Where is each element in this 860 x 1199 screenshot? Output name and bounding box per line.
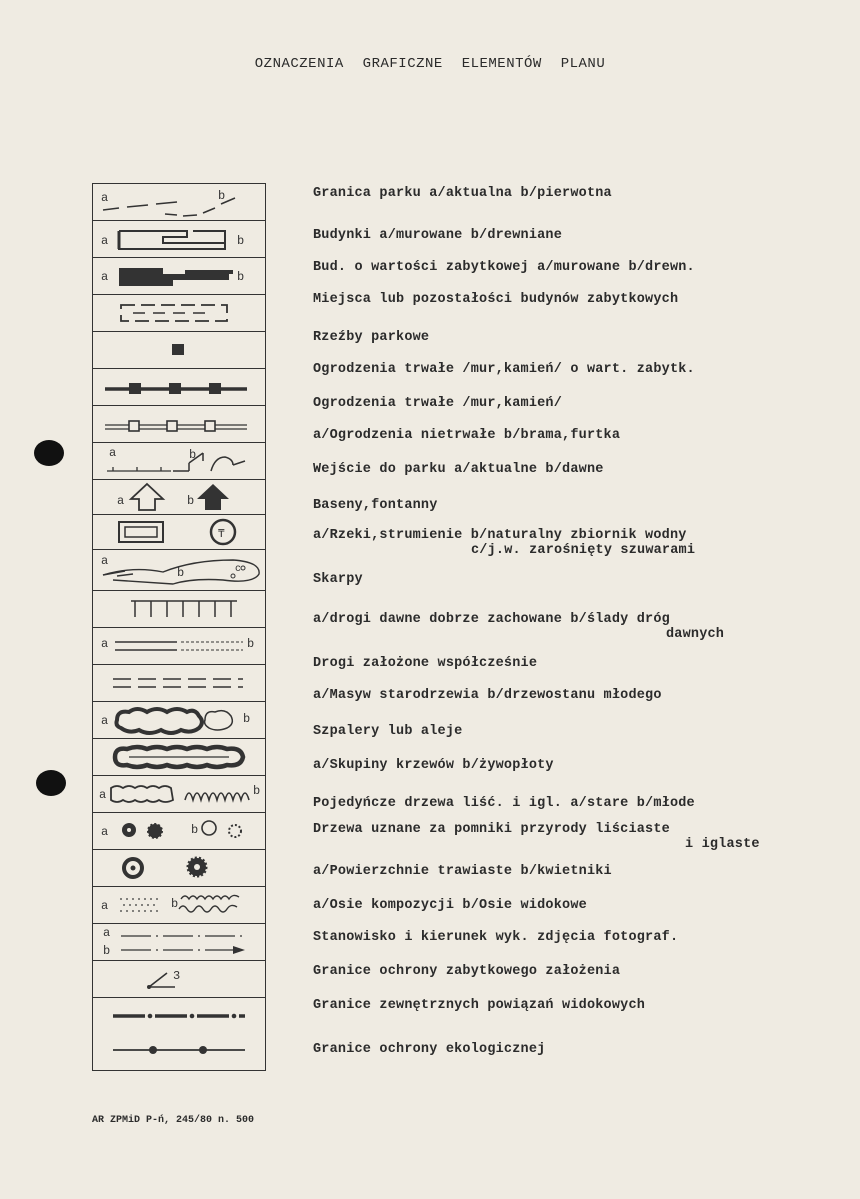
- monument-tree-icon: [93, 850, 265, 887]
- svg-text:b: b: [243, 712, 251, 726]
- legend-text-11: [313, 528, 695, 558]
- building-outline-icon: [93, 221, 265, 258]
- svg-text:a: a: [101, 191, 109, 205]
- svg-text:b: b: [187, 494, 195, 508]
- square-icon: [93, 332, 265, 369]
- svg-text:3: 3: [173, 969, 181, 983]
- svg-text:a: a: [99, 788, 107, 802]
- svg-text:b: b: [237, 234, 245, 248]
- legend-text-19-line2: i iglaste: [685, 837, 760, 852]
- fence-open-icon: [93, 406, 265, 443]
- legend-text-7: Ogrodzenia trwałe /mur,kamień/: [313, 396, 563, 411]
- legend-text-16: Szpalery lub aleje: [313, 724, 463, 739]
- building-thick-icon: [93, 258, 265, 295]
- svg-text:b: b: [247, 637, 255, 651]
- svg-text:a: a: [101, 637, 109, 651]
- single-tree-icon: [93, 813, 265, 850]
- legend-text-19: [313, 822, 760, 852]
- legend-text-15: a/Masyw starodrzewia b/drzewostanu młodego: [313, 688, 662, 703]
- legend-text-6: Ogrodzenia trwałe /mur,kamień/ o wart. zabytk.: [313, 362, 695, 377]
- svg-text:a: a: [103, 926, 111, 940]
- legend-text-11-line1: a/Rzeki,strumienie b/naturalny zbiornik wodny: [313, 528, 687, 543]
- legend-text-13-line1: a/drogi dawne dobrze zachowane b/ślady dróg: [313, 612, 670, 627]
- punch-hole-bottom: [36, 770, 66, 796]
- legend-text-3: Bud. o wartości zabytkowej a/murowane b/drewn.: [313, 260, 695, 275]
- svg-text:a: a: [117, 494, 125, 508]
- eco-boundary-icon: [92, 1030, 266, 1071]
- legend-text-20: a/Powierzchnie trawiaste b/kwietniki: [313, 864, 612, 879]
- new-road-icon: [93, 665, 265, 702]
- svg-text:b: b: [177, 566, 185, 580]
- punch-hole-top: [34, 440, 64, 466]
- svg-text:b: b: [189, 448, 197, 462]
- legend-text-25: Granice ochrony ekologicznej: [313, 1042, 546, 1057]
- svg-text:a: a: [109, 446, 117, 460]
- svg-text:c: c: [235, 564, 242, 575]
- legend-text-19-line1: Drzewa uznane za pomniki przyrody liściaste: [313, 822, 670, 837]
- legend-text-14: Drogi założone współcześnie: [313, 656, 538, 671]
- svg-text:a: a: [101, 270, 109, 284]
- fountain-icon: [93, 515, 265, 550]
- page-title: OZNACZENIA GRAFICZNE ELEMENTÓW PLANU: [254, 56, 606, 72]
- legend-text-4: Miejsca lub pozostałości budynów zabytkowych: [313, 292, 679, 307]
- legend-text-11-line2: c/j.w. zarośnięty szuwarami: [471, 543, 696, 558]
- footer-reference: AR ZPMiD P-ń, 245/80 n. 500: [92, 1115, 255, 1126]
- shrub-icon: [93, 776, 265, 813]
- legend-symbol-column: [92, 183, 266, 1071]
- entrance-arrow-icon: [93, 480, 265, 515]
- river-icon: [93, 550, 265, 591]
- legend-text-24: Granice zewnętrznych powiązań widokowych: [313, 998, 646, 1013]
- grass-icon: [93, 887, 265, 924]
- legend-text-23: Granice ochrony zabytkowego założenia: [313, 964, 621, 979]
- svg-text:b: b: [218, 189, 226, 203]
- svg-text:b: b: [253, 784, 261, 798]
- fence-solid-icon: [93, 369, 265, 406]
- svg-text:a: a: [101, 234, 109, 248]
- svg-text:₸: ₸: [218, 529, 225, 541]
- svg-text:b: b: [171, 897, 179, 911]
- svg-text:a: a: [101, 825, 109, 839]
- old-road-icon: [93, 628, 265, 665]
- legend-text-9: Wejście do parku a/aktualne b/dawne: [313, 462, 604, 477]
- svg-text:a: a: [101, 554, 109, 568]
- legend-text-8: a/Ogrodzenia nietrwałe b/brama,furtka: [313, 428, 621, 443]
- tree-mass-icon: [93, 702, 265, 739]
- legend-text-5: Rzeźby parkowe: [313, 330, 430, 345]
- legend-text-2: Budynki a/murowane b/drewniane: [313, 228, 563, 243]
- photo-point-icon: [93, 961, 265, 998]
- legend-text-13-line2: dawnych: [666, 627, 725, 642]
- legend-text-21: a/Osie kompozycji b/Osie widokowe: [313, 898, 587, 913]
- boundary-lines-icon: [93, 184, 265, 221]
- legend-text-18: Pojedyńcze drzewa liść. i igl. a/stare b/młode: [313, 796, 695, 811]
- legend-text-1: Granica parku a/aktualna b/pierwotna: [313, 186, 612, 201]
- gate-icon: [93, 443, 265, 480]
- legend-text-17: a/Skupiny krzewów b/żywopłoty: [313, 758, 554, 773]
- alley-icon: [93, 739, 265, 776]
- legend-text-10: Baseny,fontanny: [313, 498, 438, 513]
- svg-text:b: b: [103, 944, 111, 958]
- legend-text-13: [313, 612, 724, 642]
- axis-icon: [93, 924, 265, 961]
- svg-text:b: b: [237, 270, 245, 284]
- svg-text:a: a: [101, 899, 109, 913]
- legend-text-12: Skarpy: [313, 572, 363, 587]
- svg-text:a: a: [101, 714, 109, 728]
- slope-icon: [93, 591, 265, 628]
- legend-text-22: Stanowisko i kierunek wyk. zdjęcia fotograf.: [313, 930, 679, 945]
- dashed-building-icon: [93, 295, 265, 332]
- svg-text:b: b: [191, 823, 199, 837]
